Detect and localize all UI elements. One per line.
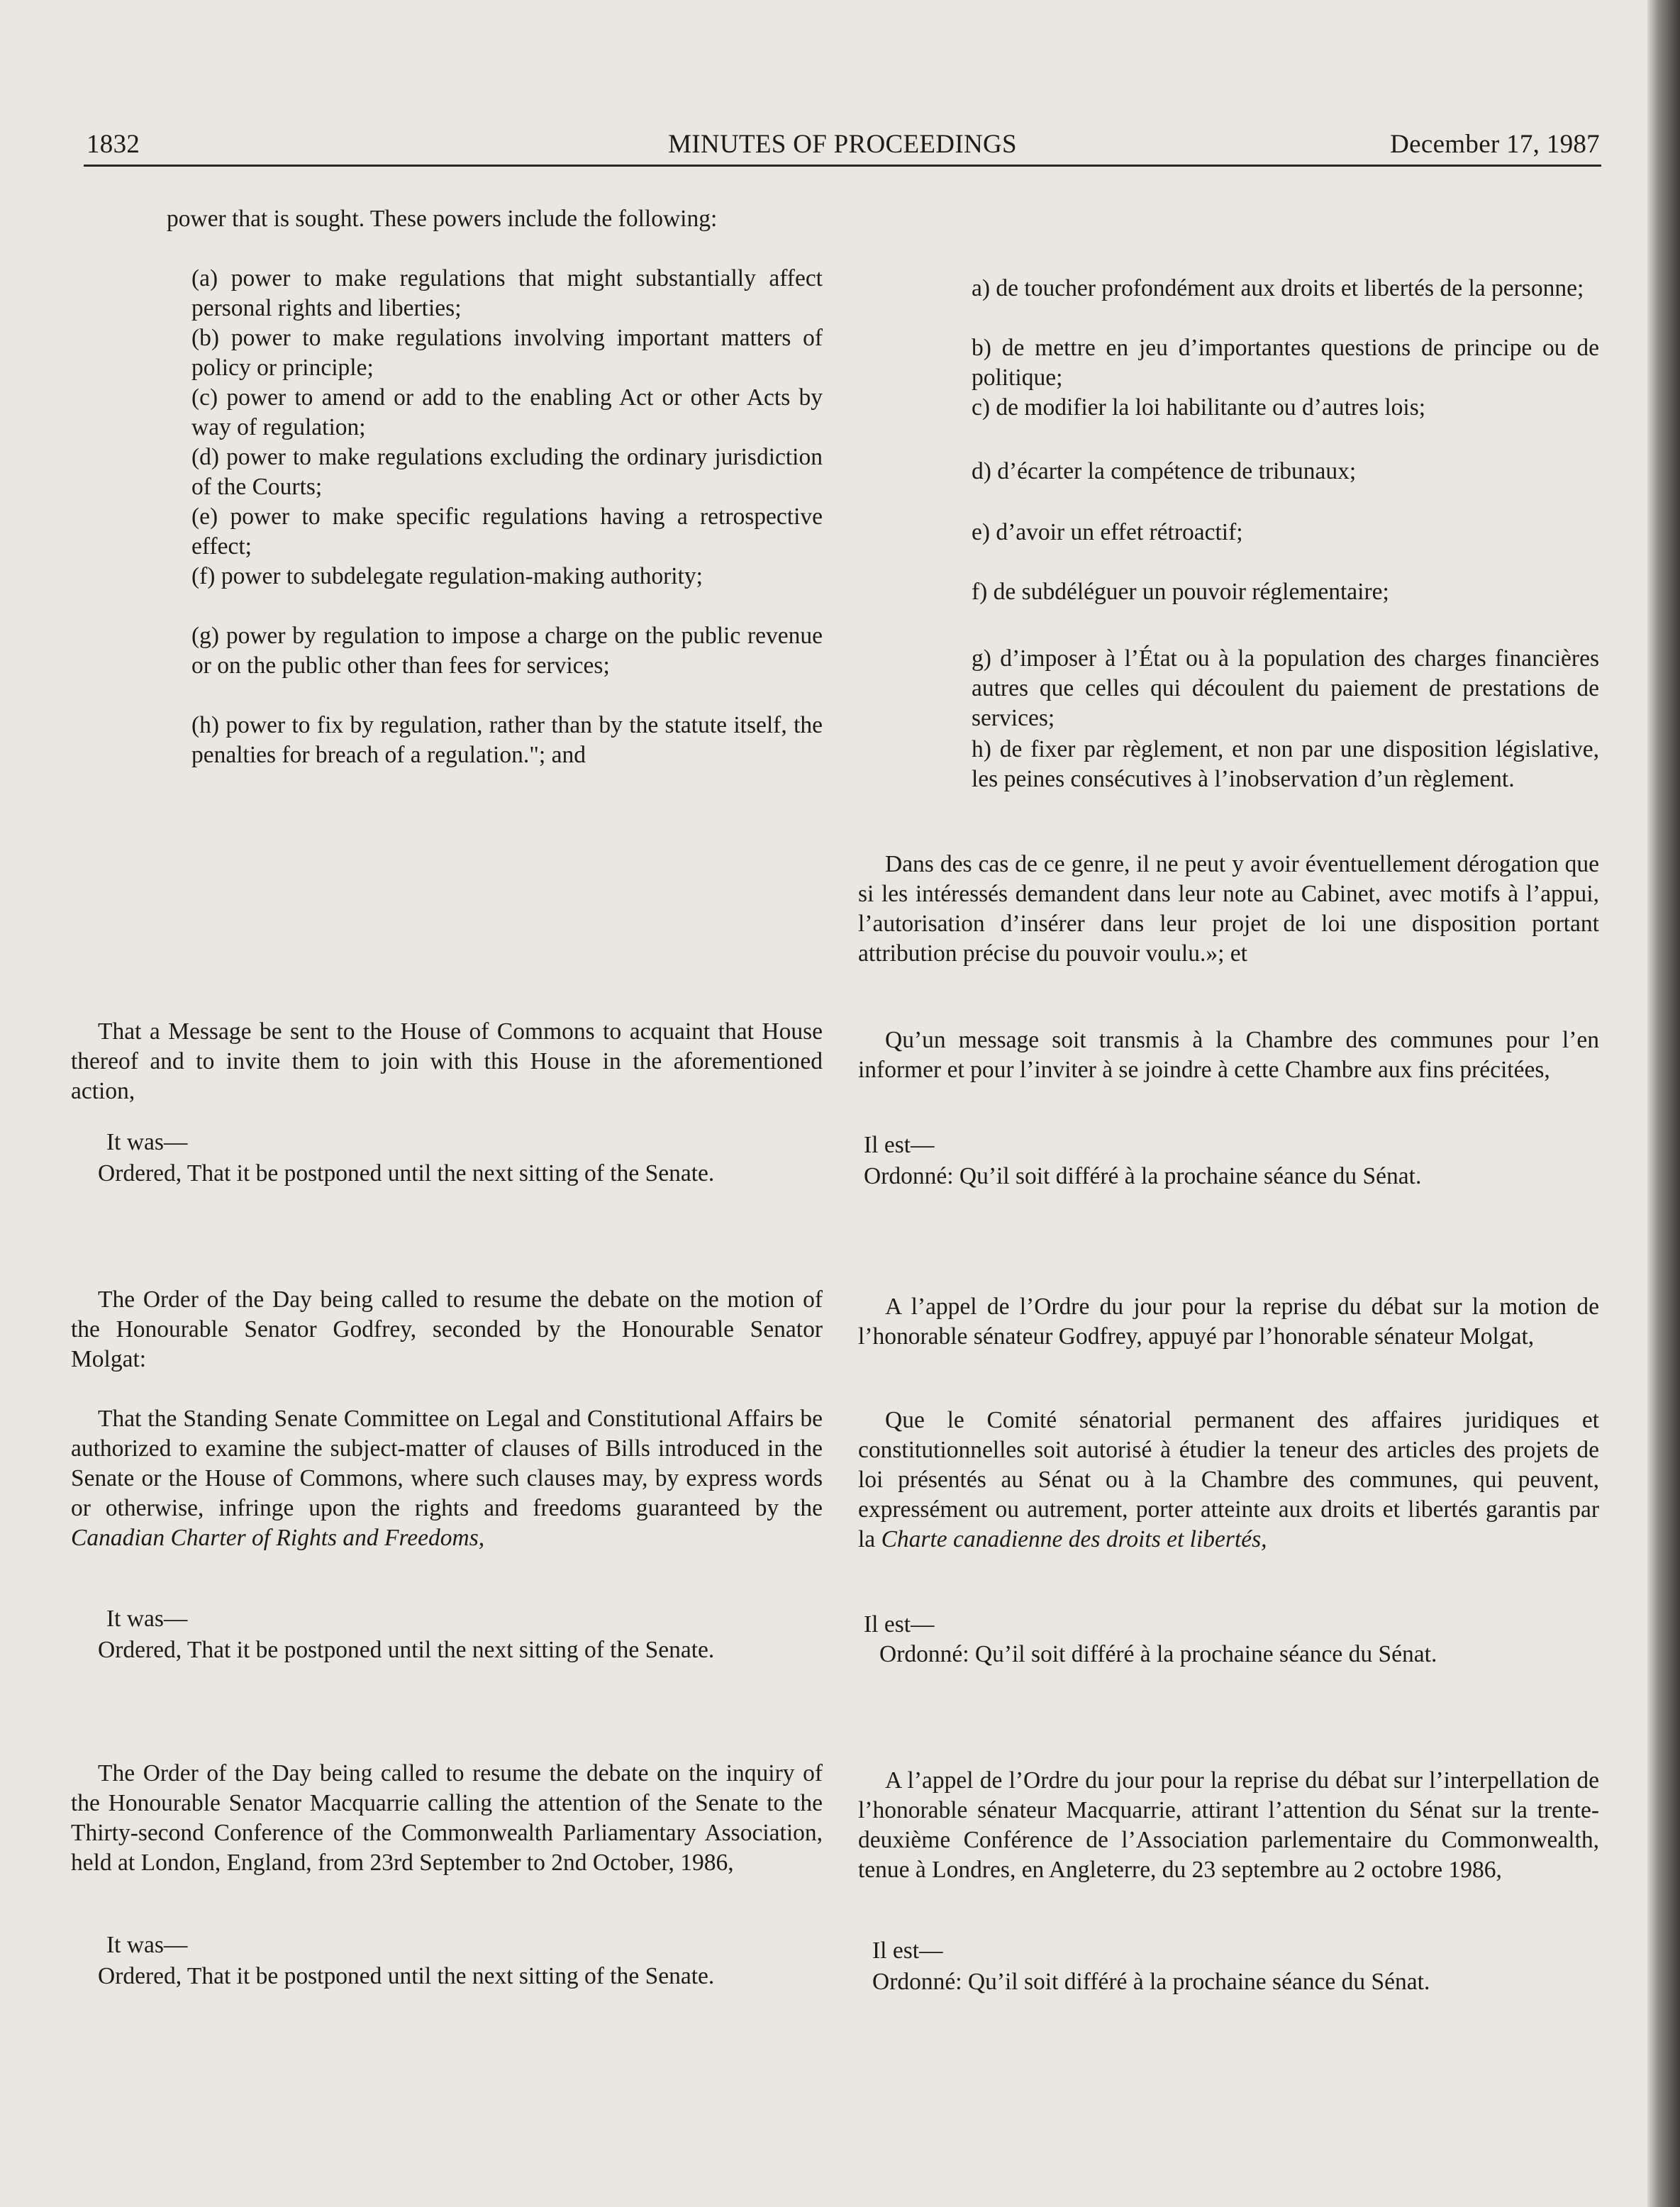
it-was-label-1: It was— xyxy=(106,1129,188,1155)
power-item-h: (h) power to fix by regulation, rather than by the statute itself, the penalties for breach of a regulation."; and xyxy=(191,712,823,768)
pouvoir-item-c: c) de modifier la loi habilitante ou d’autres lois; xyxy=(972,394,1426,421)
il-est-label-2: Il est— xyxy=(864,1611,935,1638)
header-rule xyxy=(84,165,1601,167)
derogation-paragraph: Dans des cas de ce genre, il ne peut y avoir éventuellement dérogation que si les intéressés demandent dans leur note au Cabinet, avec motifs à l’appui, l’autorisation d’insérer dans leur projet de loi une disposition portant attribution précise du pouvoir voulu.»; et xyxy=(858,851,1599,967)
it-was-label-2: It was— xyxy=(106,1606,188,1632)
power-item-c: (c) power to amend or add to the enabling Act or other Acts by way of regulation; xyxy=(191,384,823,440)
ordonne-3: Ordonné: Qu’il soit différé à la prochaine séance du Sénat. xyxy=(872,1969,1430,1995)
il-est-label-1: Il est— xyxy=(864,1132,935,1158)
power-item-g: (g) power by regulation to impose a charge on the public revenue or on the public other than fees for services; xyxy=(191,623,823,679)
ordered-2: Ordered, That it be postponed until the next sitting of the Senate. xyxy=(98,1637,715,1663)
it-was-label-3: It was— xyxy=(106,1932,188,1958)
page-number: 1832 xyxy=(87,130,140,159)
pouvoir-item-g: g) d’imposer à l’État ou à la population des charges financières autres que celles qui découlent du paiement de prestations de services; xyxy=(972,645,1599,731)
il-est-label-3: Il est— xyxy=(872,1938,943,1964)
godfrey-order-of-day-fr: A l’appel de l’Ordre du jour pour la reprise du débat sur la motion de l’honorable sénateur Godfrey, appuyé par l’honorable sénateur Molgat, xyxy=(858,1294,1599,1350)
ordered-1: Ordered, That it be postponed until the next sitting of the Senate. xyxy=(98,1160,715,1186)
ordered-3: Ordered, That it be postponed until the next sitting of the Senate. xyxy=(98,1963,715,1989)
power-item-d: (d) power to make regulations excluding the ordinary jurisdiction of the Courts; xyxy=(191,444,823,500)
macquarrie-order-of-day-fr: A l’appel de l’Ordre du jour pour la reprise du débat sur l’interpellation de l’honorable sénateur Macquarrie, attirant l’attention du Sénat sur la trente- deuxième Conférence de l’Association parlementaire du Commonwealth, tenue à Londres, en Angleterre, du 23 septembre au 2 octobre 1986, xyxy=(858,1767,1599,1883)
ordonne-1: Ordonné: Qu’il soit différé à la prochaine séance du Sénat. xyxy=(864,1163,1422,1189)
pouvoir-item-f: f) de subdéléguer un pouvoir réglementaire; xyxy=(972,579,1389,605)
charter-title: Canadian Charter of Rights and Freedoms, xyxy=(71,1525,485,1551)
pouvoir-item-e: e) d’avoir un effet rétroactif; xyxy=(972,519,1243,545)
message-motion: That a Message be sent to the House of Commons to acquaint that House thereof and to invite them to join with this House in the aforementioned action, xyxy=(71,1018,823,1104)
message-motion-fr: Qu’un message soit transmis à la Chambre des communes pour l’en informer et pour l’inviter à se joindre à cette Chambre aux fins précitées, xyxy=(858,1027,1599,1083)
pouvoir-item-h: h) de fixer par règlement, et non par une disposition législative, les peines consécutives à l’inobservation d’un règlement. xyxy=(972,736,1599,792)
macquarrie-order-of-day: The Order of the Day being called to resume the debate on the inquiry of the Honourable Senator Macquarrie calling the attention of the Senate to the Thirty-second Conference of the Commonwealth Parliamentary Association, held at London, England, from 23rd September to 2nd October, 1986, xyxy=(71,1760,823,1876)
pouvoir-item-d: d) d’écarter la compétence de tribunaux; xyxy=(972,458,1357,484)
power-item-f: (f) power to subdelegate regulation-making authority; xyxy=(191,563,703,589)
power-item-a: (a) power to make regulations that might substantially affect personal rights and liberties; xyxy=(191,265,823,321)
committee-motion-fr: Que le Comité sénatorial permanent des affaires juridiques et constitutionnelles soit autorisé à étudier la teneur des articles des projets de loi présentés au Sénat ou à la Chambre des communes, qui peuvent, expressément ou autrement, porter atteinte aux droits et libertés garantis par la Charte canadienne des droits et libertés, xyxy=(858,1407,1599,1552)
powers-intro: power that is sought. These powers include the following: xyxy=(167,206,718,232)
book-spine-shadow xyxy=(1647,0,1680,2207)
charte-title: Charte canadienne des droits et libertés, xyxy=(881,1526,1267,1552)
committee-motion: That the Standing Senate Committee on Legal and Constitutional Affairs be authorized to examine the subject-matter of clauses of Bills introduced in the Senate or the House of Commons, where such clauses may, by express words or otherwise, infringe upon the rights and freedoms guaranteed by the Canadian Charter of Rights and Freedoms, xyxy=(71,1406,823,1551)
page-date: December 17, 1987 xyxy=(1390,130,1600,159)
godfrey-order-of-day: The Order of the Day being called to resume the debate on the motion of the Honourable Senator Godfrey, seconded by the Honourable Senator Molgat: xyxy=(71,1286,823,1372)
page-title: MINUTES OF PROCEEDINGS xyxy=(668,130,1017,159)
power-item-e: (e) power to make specific regulations having a retrospective effect; xyxy=(191,504,823,560)
pouvoir-item-b: b) de mettre en jeu d’importantes questions de principe ou de politique; xyxy=(972,335,1599,391)
ordonne-2: Ordonné: Qu’il soit différé à la prochaine séance du Sénat. xyxy=(879,1641,1437,1667)
pouvoir-item-a: a) de toucher profondément aux droits et libertés de la personne; xyxy=(972,275,1584,301)
power-item-b: (b) power to make regulations involving important matters of policy or principle; xyxy=(191,325,823,381)
